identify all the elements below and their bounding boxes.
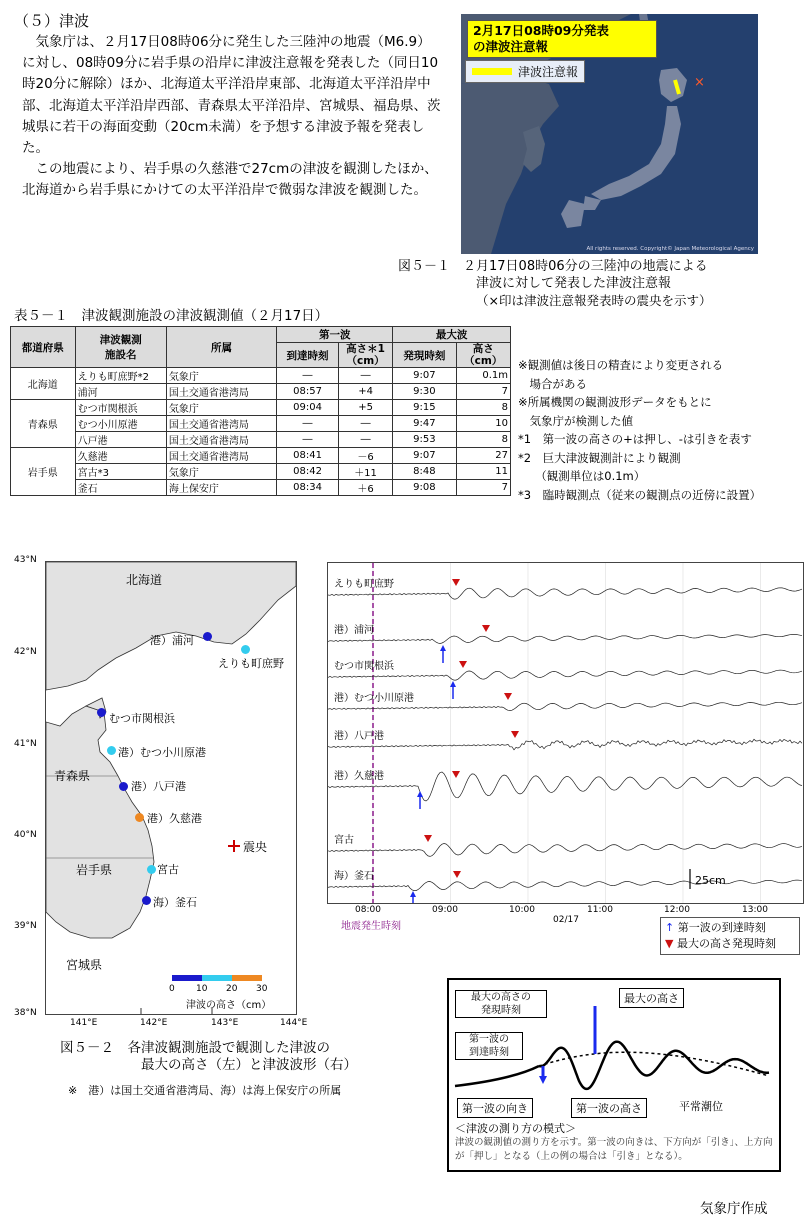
station-label: 宮古 (157, 863, 179, 876)
epicenter-mark: × (694, 75, 705, 90)
cell-h1: +5 (338, 400, 392, 416)
station-wave-label: 港）むつ小川原港 (334, 693, 414, 704)
cell-h2: 27 (456, 448, 510, 464)
observation-table (10, 326, 511, 496)
table-row (11, 464, 511, 480)
cell-station: 釜石 (75, 480, 166, 496)
col-arrival: 到達時刻 (277, 343, 339, 368)
table-body (11, 368, 511, 496)
fig1-caption-line1: 図５－１ ２月17日08時06分の三陸沖の地震による (398, 259, 708, 274)
col-org: 所属 (166, 327, 276, 368)
col-height1: 高さ＊1 （cm） (338, 343, 392, 368)
legend-max: 最大の高さ発現時刻 (676, 937, 776, 950)
station-dot-miyako (147, 865, 156, 874)
cell-h2: 7 (456, 384, 510, 400)
cell-arrival: 08:42 (277, 464, 339, 480)
station-dot-hachinohe (119, 782, 128, 791)
station-dot-kamaishi (142, 896, 151, 905)
wave-trace (328, 739, 802, 750)
eq-time-label: 地震発生時刻 (341, 921, 401, 932)
label-miyagi: 宮城県 (66, 958, 103, 972)
date-label: 02/17 (553, 915, 579, 925)
cell-h1: ― (338, 416, 392, 432)
cell-tmax: 9:30 (393, 384, 456, 400)
max-marker (452, 771, 460, 778)
section-title: （５）津波 (14, 12, 90, 30)
legend-max-row (665, 936, 795, 952)
alert-legend (465, 60, 585, 83)
first-arrival-arrow-head (440, 645, 446, 651)
schematic-desc: 津波の観測値の測り方を示す。第一波の向きは、下方向が「引き」、上方向が「押し」となる（上の例の場合は「引き」となる）。 (455, 1137, 773, 1162)
col-height2: 高さ （cm） (456, 343, 510, 368)
x-tick: 08:00 (355, 905, 381, 915)
waveform-legend (660, 917, 800, 955)
station-wave-label: えりも町庶野 (334, 579, 394, 590)
lat-label: 39°N (14, 921, 37, 931)
x-tick: 13:00 (742, 905, 768, 915)
tsunami-advisory-map (461, 14, 758, 254)
max-marker (424, 835, 432, 842)
lat-label: 38°N (14, 1008, 37, 1018)
note-line: *2 巨大津波観測計により観測 (518, 450, 681, 465)
body-paragraph-2: この地震により、岩手県の久慈港で27cmの津波を観測したほか、北海道から岩手県にかけての太平洋沿岸で微弱な津波を観測した。 (22, 161, 438, 199)
label-first-arrival: 第一波の 到達時刻 (455, 1032, 523, 1060)
cell-arrival: ― (277, 368, 339, 384)
fig1-caption (398, 258, 808, 309)
cell-h2: 7 (456, 480, 510, 496)
schematic-title: ＜津波の測り方の模式＞ (455, 1122, 576, 1135)
cell-station: むつ市関根浜 (75, 400, 166, 416)
col-max-wave: 最大波 (393, 327, 511, 343)
max-marker (452, 579, 460, 586)
col-time-max: 発現時刻 (393, 343, 456, 368)
station-dot-sekinehama (97, 708, 106, 717)
cell-tmax: 9:08 (393, 480, 456, 496)
tsunami-height-map (45, 561, 297, 1015)
cell-org: 気象庁 (166, 368, 276, 384)
wave-trace (328, 844, 802, 857)
cell-arrival: 08:57 (277, 384, 339, 400)
body-paragraph-1: 気象庁は、２月17日08時06分に発生した三陸沖の地震（M6.9）に対し、08時09分に岩手県の沿岸に津波注意報を発表した（同日10時20分に解除）ほか、北海道太平洋沿岸東部、北海道太平洋沿岸中部、北海道太平洋沿岸西部、青森県太平洋沿岸、宮城県、福島県、茨城県に若干の海面変動（20cm未満）を予想する津波予報を発表した。 (22, 34, 441, 157)
lat-label: 43°N (14, 555, 37, 565)
fig2-caption-line1: 図５－２ 各津波観測施設で観測した津波の (60, 1040, 330, 1056)
table-title: 表５－１ 津波観測施設の津波観測値（２月17日） (14, 308, 329, 324)
first-arrival-arrow-head (450, 681, 456, 687)
first-arrival-arrow-head (410, 891, 416, 897)
table-row (11, 416, 511, 432)
map-copyright: All rights reserved. Copyright© Japan Meteorological Agency (586, 246, 754, 252)
colorbar-label: 津波の高さ（cm） (186, 1000, 272, 1011)
col-station: 津波観測 施設名 (75, 327, 166, 368)
cell-org: 国土交通省港湾局 (166, 432, 276, 448)
station-dot-ogawara (107, 746, 116, 755)
credit: 気象庁作成 (700, 1201, 768, 1217)
note-line: *3 臨時観測点（従来の観測点の近傍に設置） (518, 487, 762, 502)
waveform-graphic (328, 563, 803, 903)
cell-arrival: 08:41 (277, 448, 339, 464)
max-marker (504, 693, 512, 700)
cell-h1: ― (338, 368, 392, 384)
label-iwate: 岩手県 (76, 863, 113, 877)
wave-trace (328, 772, 802, 801)
lon-label: 143°E (211, 1018, 239, 1028)
cell-pref: 岩手県 (11, 448, 76, 496)
up-arrow-icon: ↑ (665, 921, 675, 934)
cell-arrival: ― (277, 416, 339, 432)
first-arrival-arrow-head (417, 791, 423, 797)
cell-station: 久慈港 (75, 448, 166, 464)
wave-trace (328, 634, 802, 643)
fig2-caption (60, 1040, 357, 1074)
note-line: ※観測値は後日の精査により変更される (518, 358, 724, 372)
station-label: むつ市関根浜 (109, 712, 175, 725)
station-dot-kuji (135, 813, 144, 822)
station-dot-urakawa (203, 632, 212, 641)
table-row (11, 384, 511, 400)
cell-tmax: 9:07 (393, 448, 456, 464)
cell-station: 八戸港 (75, 432, 166, 448)
label-hokkaido: 北海道 (126, 573, 163, 587)
colorbar-seg-0 (172, 975, 202, 981)
cell-h2: 8 (456, 432, 510, 448)
max-marker (459, 661, 467, 668)
cell-tmax: 9:07 (393, 368, 456, 384)
table-row (11, 480, 511, 496)
epicenter-label: 震央 (243, 840, 268, 854)
legend-first-row (665, 920, 795, 936)
label-max-height: 最大の高さ (619, 988, 684, 1008)
cell-h1: ＋11 (338, 464, 392, 480)
x-tick: 11:00 (587, 905, 613, 915)
alert-title: 2月17日08時09分発表 の津波注意報 (467, 20, 657, 58)
table-row (11, 400, 511, 416)
fig2-caption-line2: 最大の高さ（左）と津波波形（右） (141, 1057, 357, 1073)
colorbar-seg-2 (232, 975, 262, 981)
wave-trace (328, 588, 802, 599)
max-marker (482, 625, 490, 632)
station-label: 港）むつ小川原港 (118, 746, 206, 759)
legend-swatch (472, 68, 512, 75)
label-aomori: 青森県 (54, 769, 91, 783)
fig1-caption-line3: （×印は津波注意報発表時の震央を示す） (476, 293, 712, 308)
x-tick: 12:00 (664, 905, 690, 915)
body-text (22, 32, 442, 202)
table-row (11, 368, 511, 384)
down-triangle-icon: ▼ (665, 937, 674, 950)
cell-h2: 10 (456, 416, 510, 432)
station-label: えりも町庶野 (218, 657, 284, 670)
measurement-schematic (447, 978, 781, 1172)
lon-label: 142°E (140, 1018, 168, 1028)
cell-org: 気象庁 (166, 464, 276, 480)
station-wave-label: 港）八戸港 (334, 731, 384, 742)
lon-label: 141°E (70, 1018, 98, 1028)
station-wave-label: 宮古 (334, 835, 354, 846)
table-row (11, 432, 511, 448)
max-marker (511, 731, 519, 738)
colorbar-tick: 20 (226, 984, 238, 994)
cell-org: 国土交通省港湾局 (166, 416, 276, 432)
lat-label: 40°N (14, 830, 37, 840)
station-label: 海）釜石 (153, 896, 197, 909)
col-pref: 都道府県 (11, 327, 76, 368)
scale-label: 25cm (695, 874, 726, 887)
note-line: 気象庁が検測した値 (518, 413, 633, 428)
col-first-wave: 第一波 (277, 327, 393, 343)
cell-arrival: 08:34 (277, 480, 339, 496)
cell-h1: +4 (338, 384, 392, 400)
note-line: 場合がある (518, 376, 587, 391)
waveform-panel (327, 562, 804, 904)
colorbar-seg-1 (202, 975, 232, 981)
x-tick: 09:00 (432, 905, 458, 915)
table-row (11, 448, 511, 464)
table-notes (518, 356, 808, 504)
station-label: 港）浦河 (150, 634, 194, 647)
max-marker (453, 871, 461, 878)
cell-tmax: 9:53 (393, 432, 456, 448)
label-first-dir: 第一波の向き (457, 1098, 533, 1118)
cell-h1: －6 (338, 448, 392, 464)
cell-h1: ― (338, 432, 392, 448)
cell-org: 国土交通省港湾局 (166, 448, 276, 464)
station-wave-label: 海）釜石 (334, 871, 374, 882)
label-max-time: 最大の高さの 発現時刻 (455, 990, 547, 1018)
label-tide: 平常潮位 (679, 1100, 723, 1113)
legend-first: 第一波の到達時刻 (677, 921, 766, 934)
station-label: 港）八戸港 (131, 780, 186, 793)
cell-org: 国土交通省港湾局 (166, 384, 276, 400)
wave-trace (328, 880, 802, 891)
cell-tmax: 9:15 (393, 400, 456, 416)
cell-h2: 11 (456, 464, 510, 480)
station-wave-label: むつ市関根浜 (334, 661, 394, 672)
station-label: 港）久慈港 (147, 812, 202, 825)
cell-pref: 青森県 (11, 400, 76, 448)
note-line: ※所属機関の観測波形データをもとに (518, 395, 712, 409)
cell-pref: 北海道 (11, 368, 76, 400)
cell-org: 気象庁 (166, 400, 276, 416)
lon-label: 144°E (280, 1018, 308, 1028)
fig1-caption-line2: 津波に対して発表した津波注意報 (476, 276, 672, 291)
station-wave-label: 港）久慈港 (334, 771, 384, 782)
fig2-note: ※ 港）は国土交通省港湾局、海）は海上保安庁の所属 (68, 1084, 342, 1097)
cell-h1: ＋6 (338, 480, 392, 496)
cell-arrival: ― (277, 432, 339, 448)
note-line: *1 第一波の高さの+は押し、-は引きを表す (518, 432, 752, 446)
cell-h2: 8 (456, 400, 510, 416)
lat-label: 41°N (14, 739, 37, 749)
wave-trace (328, 670, 802, 680)
label-first-height: 第一波の高さ (571, 1098, 647, 1118)
cell-station: むつ小川原港 (75, 416, 166, 432)
cell-station: 浦河 (75, 384, 166, 400)
cell-station: えりも町庶野*2 (75, 368, 166, 384)
cell-tmax: 9:47 (393, 416, 456, 432)
colorbar-tick: 0 (169, 984, 175, 994)
lat-label: 42°N (14, 647, 37, 657)
cell-tmax: 8:48 (393, 464, 456, 480)
cell-arrival: 09:04 (277, 400, 339, 416)
colorbar-tick: 10 (196, 984, 208, 994)
cell-org: 海上保安庁 (166, 480, 276, 496)
station-wave-label: 港）浦河 (334, 625, 374, 636)
station-dot-erimo (241, 645, 250, 654)
x-tick: 10:00 (509, 905, 535, 915)
legend-label: 津波注意報 (518, 65, 579, 79)
note-line: （観測単位は0.1m） (518, 469, 646, 483)
cell-h2: 0.1m (456, 368, 510, 384)
cell-station: 宮古*3 (75, 464, 166, 480)
colorbar-tick: 30 (256, 984, 268, 994)
